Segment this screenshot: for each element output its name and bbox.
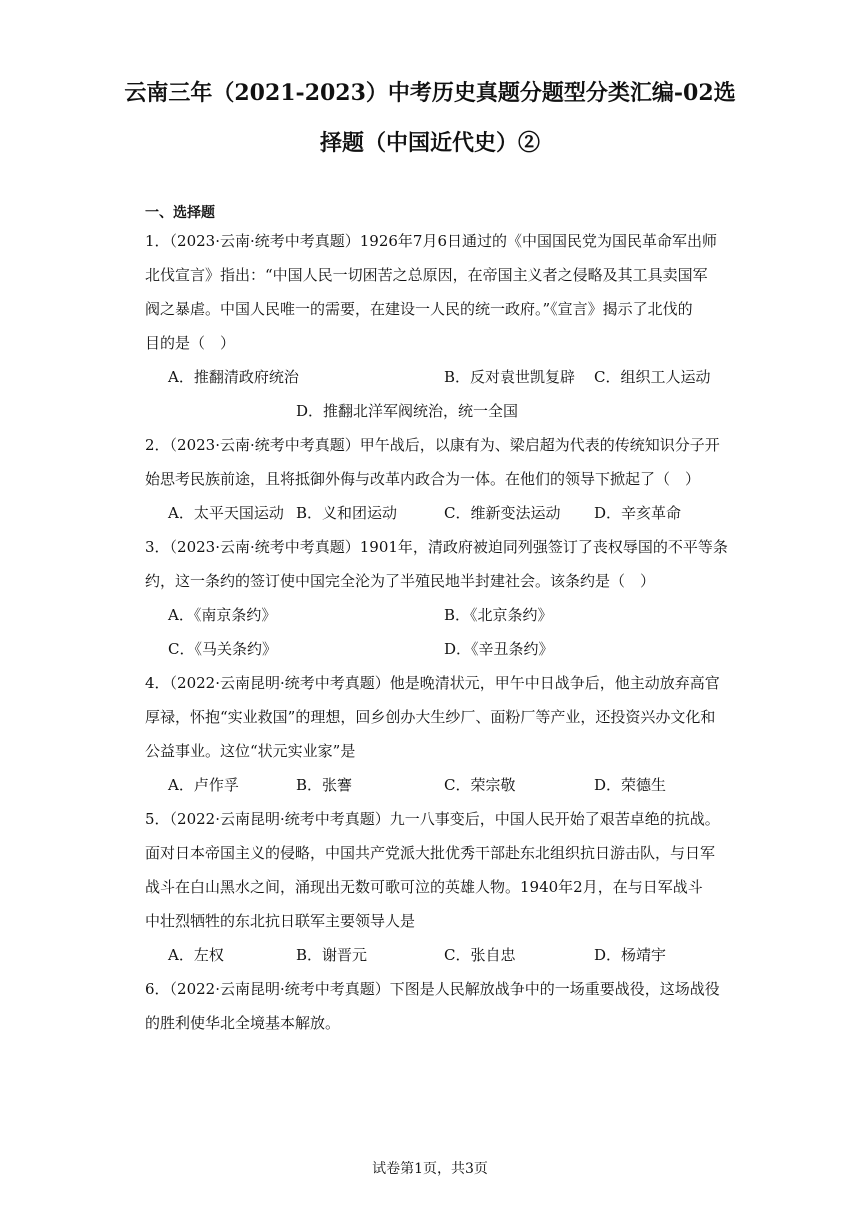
question-5-line-4: 中壮烈牺牲的东北抗日联军主要领导人是: [145, 912, 416, 930]
question-1-option-a: A．推翻清政府统治: [168, 368, 299, 386]
question-1-option-b: B．反对袁世凯复辟: [444, 368, 576, 386]
question-4-option-a: A．卢作孚: [168, 776, 239, 794]
question-5-option-a: A．左权: [168, 946, 224, 964]
question-5-option-c: C．张自忠: [444, 946, 516, 964]
title-line-2: 择题（中国近代史）②: [319, 130, 540, 156]
question-5-line-1: 5．（2022·云南昆明·统考中考真题）九一八事变后，中国人民开始了艰苦卓绝的抗战。: [145, 810, 720, 828]
question-4-line-1: 4．（2022·云南昆明·统考中考真题）他是晚清状元，甲午中日战争后，他主动放弃高官: [145, 674, 720, 692]
question-4-line-3: 公益事业。这位“状元实业家”是: [145, 742, 356, 760]
question-2-line-1: 2．（2023·云南·统考中考真题）甲午战后，以康有为、梁启超为代表的传统知识分子开: [145, 436, 720, 454]
page-footer: 试卷第1页，共3页: [372, 1161, 488, 1177]
question-4-option-d: D．荣德生: [594, 776, 667, 794]
title-line-1: 云南三年（2021-2023）中考历史真题分题型分类汇编-02选: [124, 80, 736, 106]
question-3-option-c: C．《马关条约》: [168, 640, 277, 658]
question-2-option-d: D．辛亥革命: [594, 504, 682, 522]
question-1-line-1: 1．（2023·云南·统考中考真题）1926年7月6日通过的《中国国民党为国民革命军出师: [145, 232, 718, 250]
question-6-line-1: 6．（2022·云南昆明·统考中考真题）下图是人民解放战争中的一场重要战役，这场战役: [145, 980, 720, 998]
question-2-option-c: C．维新变法运动: [444, 504, 561, 522]
question-5-option-d: D．杨靖宇: [594, 946, 667, 964]
question-5-option-b: B．谢晋元: [296, 946, 368, 964]
question-1-line-4: 目的是（ ）: [145, 334, 236, 352]
question-2-line-2: 始思考民族前途，且将抵御外侮与改革内政合为一体。在他们的领导下掀起了（ ）: [145, 470, 701, 488]
question-6-line-2: 的胜利使华北全境基本解放。: [145, 1014, 341, 1032]
question-2-option-b: B．义和团运动: [296, 504, 398, 522]
question-3-line-1: 3．（2023·云南·统考中考真题）1901年，清政府被迫同列强签订了丧权辱国的不平等条: [145, 538, 728, 556]
question-4-option-c: C．荣宗敬: [444, 776, 516, 794]
question-5-line-2: 面对日本帝国主义的侵略，中国共产党派大批优秀干部赴东北组织抗日游击队，与日军: [145, 844, 716, 862]
question-4-option-b: B．张謇: [296, 776, 353, 794]
question-1-option-d: D．推翻北洋军阀统治，统一全国: [296, 402, 519, 420]
question-4-line-2: 厚禄，怀抱“实业救国”的理想，回乡创办大生纱厂、面粉厂等产业，还投资兴办文化和: [145, 708, 716, 726]
question-2-option-a: A．太平天国运动: [168, 504, 284, 522]
question-1-line-2: 北伐宣言》指出：“中国人民一切困苦之总原因，在帝国主义者之侵略及其工具卖国军: [145, 266, 708, 284]
section-heading: 一、选择题: [145, 205, 215, 221]
question-3-option-b: B．《北京条约》: [444, 606, 553, 624]
question-3-option-d: D．《辛丑条约》: [444, 640, 554, 658]
question-5-line-3: 战斗在白山黑水之间，涌现出无数可歌可泣的英雄人物。1940年2月，在与日军战斗: [145, 878, 703, 896]
question-3-line-2: 约，这一条约的签订使中国完全沦为了半殖民地半封建社会。该条约是（ ）: [145, 572, 656, 590]
question-1-line-3: 阀之暴虐。中国人民唯一的需要，在建设一人民的统一政府。”《宣言》揭示了北伐的: [145, 300, 693, 318]
question-3-option-a: A．《南京条约》: [168, 606, 277, 624]
question-1-option-c: C．组织工人运动: [594, 368, 711, 386]
